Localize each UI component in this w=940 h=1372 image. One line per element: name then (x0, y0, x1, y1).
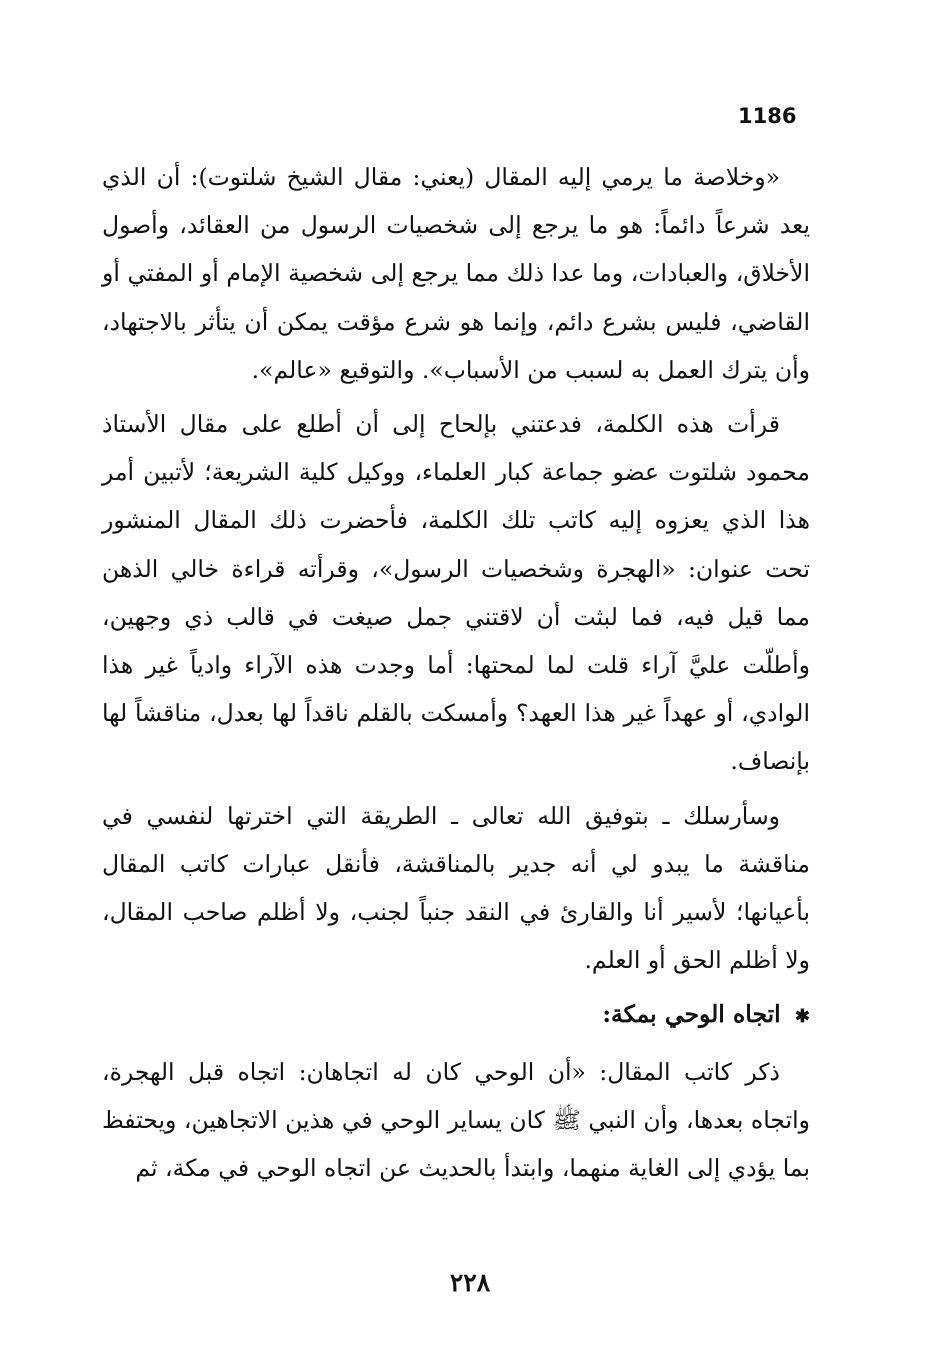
page-number: ٢٢٨ (449, 1268, 491, 1297)
asterisk-bullet-icon: ✱ (794, 1006, 810, 1028)
section-heading-text: اتجاه الوحي بمكة: (602, 1000, 781, 1029)
paragraph-revelation: ذكر كاتب المقال: «أن الوحي كان له اتجاهان: اتجاه قبل الهجرة، واتجاه بعدها، وأن النبي ﷺ كان يساير الوحي في هذين الاتجاهين، ويحتفظ بما يؤدي إلى الغاية منهما، وابتدأ بالحديث عن اتجاه الوحي في مكة، ثم (102, 1057, 810, 1183)
paragraph-method: وسأرسلك ـ بتوفيق الله تعالى ـ الطريقة التي اخترتها لنفسي في مناقشة ما يبدو لي أنه جدير بالمناقشة، فأنقل عبارات كاتب المقال بأعيانها؛ لأسير أنا والقارئ في النقد جنباً لجنب، ولا أظلم صاحب المقال، ولا أظلم الحق أو العلم. (102, 801, 810, 975)
paragraph-quote: «وخلاصة ما يرمي إليه المقال (يعني: مقال الشيخ شلتوت): أن الذي يعد شرعاً دائماً: هو ما يرجع إلى شخصيات الرسول من العقائد، وأصول الأخلاق، والعبادات، وما عدا ذلك مما يرجع إلى شخصية الإمام أو المفتي أو القاضي، فليس بشرع دائم، وإنما هو شرع مؤقت يمكن أن يتأثر بالاجتهاد، وأن يترك العمل به لسبب من الأسباب». والتوقيع «عالم». (102, 163, 810, 384)
page-body (102, 153, 810, 1198)
reference-number: 1186 (738, 104, 797, 128)
paragraph-reading: قرأت هذه الكلمة، فدعتني بإلحاح إلى أن أطلع على مقال الأستاذ محمود شلتوت عضو جماعة كبار العلماء، ووكيل كلية الشريعة؛ لأتبين أمر هذا الذي يعزوه إليه كاتب تلك الكلمة، فأحضرت ذلك المقال المنشور تحت عنوان: «الهجرة وشخصيات الرسول»، وقرأته قراءة خالي الذهن مما قيل فيه، فما لبثت أن لاقتني جمل صيغت في قالب ذي وجهين، وأطلّت عليَّ آراء قلت لما لمحتها: أما وجدت هذه الآراء وادياً غير هذا الوادي، أو عهداً غير هذا العهد؟ وأمسكت بالقلم ناقداً لها بعدل، مناقشاً لها بإنصاف. (102, 410, 810, 776)
section-heading (102, 990, 810, 1041)
